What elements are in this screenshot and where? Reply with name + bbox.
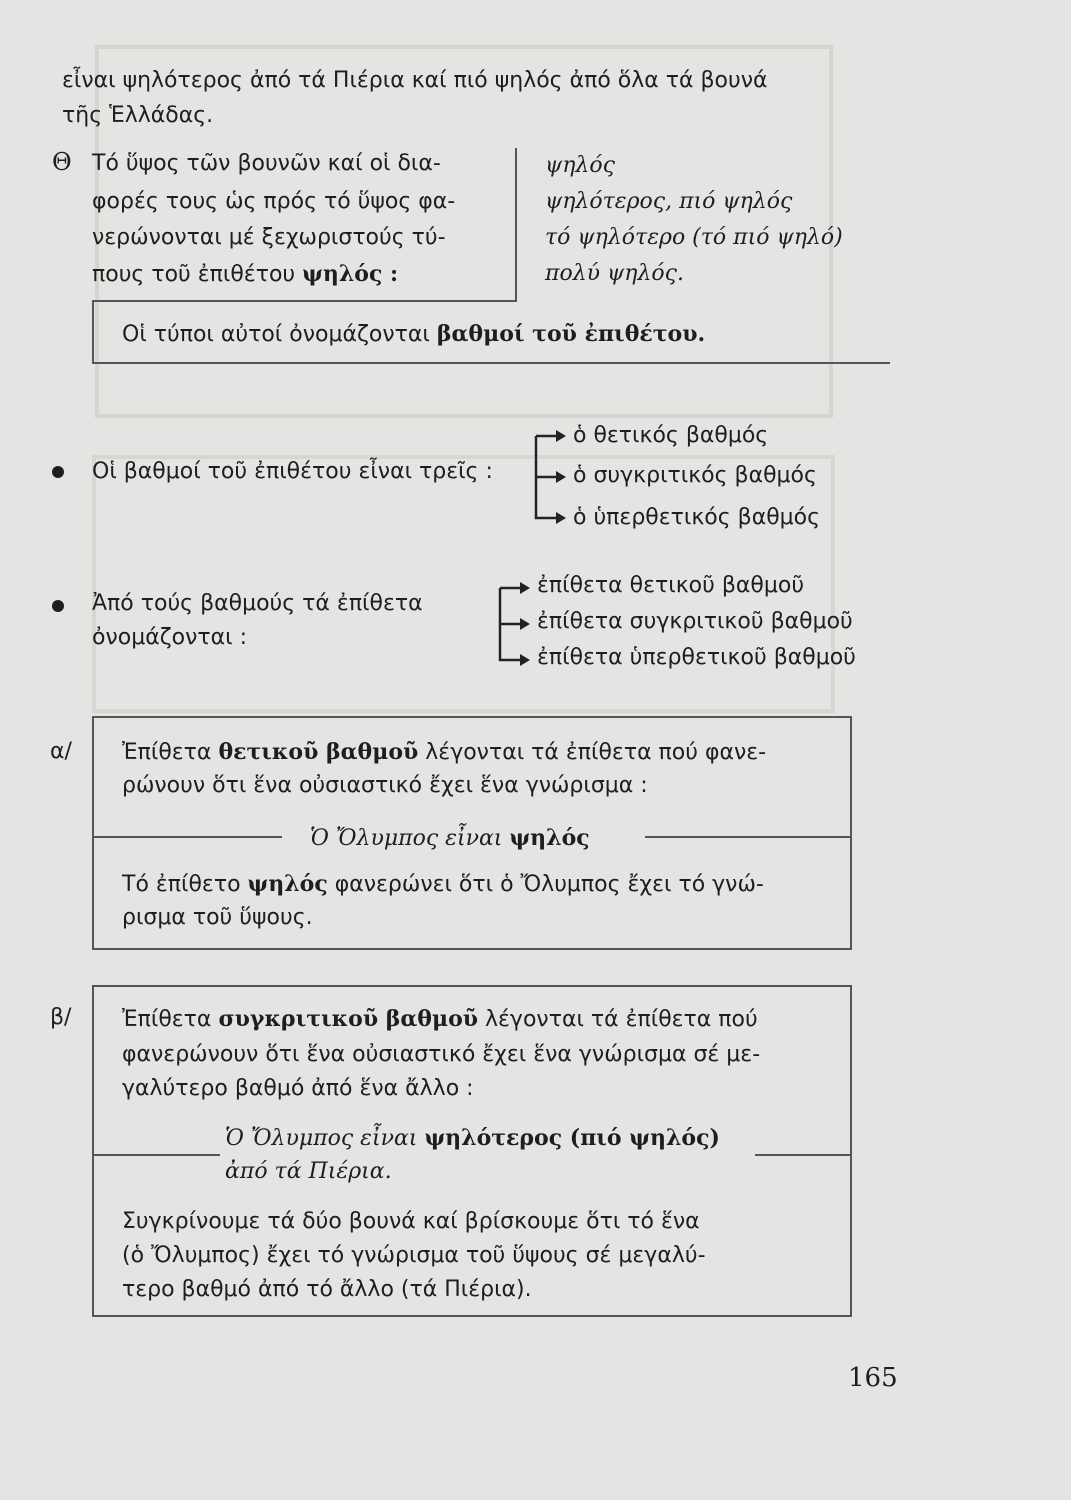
beta-example-bold: ψηλότερος (πιό ψηλός) [424, 1125, 720, 1151]
theta-line-1: Τό ὕψος τῶν βουνῶν καί οἱ δια- [92, 151, 441, 176]
theta-box-top [92, 300, 517, 302]
naming-positive: ἐπίθετα θετικοῦ βαθμοῦ [537, 573, 805, 598]
theta-summary [122, 318, 705, 351]
beta-l1-bold: συγκριτικοῦ βαθμοῦ [218, 1006, 479, 1032]
alpha-l1-bold: θετικοῦ βαθμοῦ [218, 739, 419, 765]
theta-word: ψηλός : [302, 261, 399, 287]
naming-bracket-icon [492, 576, 532, 676]
alpha-explain-1 [122, 868, 764, 901]
alpha-example-italic: Ὁ Ὄλυμπος εἶναι [310, 826, 503, 851]
degree-comparative: ὁ συγκριτικός βαθμός [573, 463, 817, 488]
beta-rule-right [755, 1154, 850, 1156]
alpha-example [310, 822, 590, 855]
alpha-e1-pre: Τό ἐπίθετο [122, 872, 241, 897]
beta-rule-left [92, 1154, 220, 1156]
beta-l1-post: λέγονται τά ἐπίθετα πού [485, 1007, 758, 1032]
beta-l1-pre: Ἐπίθετα [122, 1007, 212, 1032]
alpha-e1-bold: ψηλός [247, 871, 328, 897]
beta-example-2: ἀπό τά Πιέρια. [225, 1159, 392, 1184]
beta-example-italic: Ὁ Ὄλυμπος εἶναι [225, 1126, 418, 1151]
alpha-line-2: ρώνουν ὅτι ἕνα οὐσιαστικό ἔχει ἕνα γνώρισμα : [122, 773, 648, 798]
naming-label-2: ὀνομάζονται : [92, 625, 248, 650]
degree-positive: ὁ θετικός βαθμός [573, 423, 769, 448]
beta-line-2: φανερώνουν ὅτι ἕνα οὐσιαστικό ἔχει ἕνα γνώρισμα σέ με- [122, 1042, 761, 1067]
theta-symbol: Θ [52, 148, 72, 176]
summary-text: Οἱ τύποι αὐτοί ὀνομάζονται [122, 322, 430, 347]
beta-marker: β/ [50, 1005, 72, 1030]
alpha-line-1 [122, 736, 766, 769]
beta-explain-1: Συγκρίνουμε τά δύο βουνά καί βρίσκουμε ὅτι τό ἕνα [122, 1209, 700, 1234]
form-4: πολύ ψηλός. [545, 261, 684, 286]
summary-bold: βαθμοί τοῦ ἐπιθέτου. [436, 321, 706, 347]
alpha-l1-post: λέγονται τά ἐπίθετα πού φανε- [425, 740, 767, 765]
beta-explain-3: τερο βαθμό ἀπό τό ἄλλο (τά Πιέρια). [122, 1277, 532, 1302]
degrees-label: Οἱ βαθμοί τοῦ ἐπιθέτου εἶναι τρεῖς : [92, 459, 493, 484]
intro-line-1: εἶναι ψηλότερος ἀπό τά Πιέρια καί πιό ψηλός ἀπό ὅλα τά βουνά [62, 68, 768, 93]
alpha-rule-left [92, 836, 282, 838]
alpha-l1-pre: Ἐπίθετα [122, 740, 212, 765]
alpha-explain-2: ρισμα τοῦ ὕψους. [122, 905, 313, 930]
page-number: 165 [848, 1363, 898, 1393]
theta-box-bottom [92, 362, 890, 364]
theta-line-4-text: πους τοῦ ἐπιθέτου [92, 262, 296, 287]
beta-example [225, 1122, 720, 1155]
alpha-marker: α/ [50, 739, 72, 764]
naming-comparative: ἐπίθετα συγκριτικοῦ βαθμοῦ [537, 609, 853, 634]
form-2: ψηλότερος, πιό ψηλός [545, 189, 793, 214]
alpha-example-bold: ψηλός [509, 825, 590, 851]
form-3: τό ψηλότερο (τό πιό ψηλό) [545, 225, 843, 250]
beta-line-3: γαλύτερο βαθμό ἀπό ἕνα ἄλλο : [122, 1076, 474, 1101]
alpha-rule-right [645, 836, 850, 838]
degrees-bracket-icon [528, 422, 568, 532]
theta-line-3: νερώνονται μέ ξεχωριστούς τύ- [92, 225, 446, 250]
theta-box-left [92, 300, 94, 364]
alpha-e1-post: φανερώνει ὅτι ὁ Ὄλυμπος ἔχει τό γνώ- [334, 872, 764, 897]
intro-line-2: τῆς Ἑλλάδας. [62, 103, 214, 128]
theta-line-4 [92, 258, 398, 291]
theta-line-2: φορές τους ὡς πρός τό ὕψος φα- [92, 189, 456, 214]
beta-line-1 [122, 1003, 758, 1036]
bullet-icon [52, 466, 64, 478]
naming-label-1: Ἀπό τούς βαθμούς τά ἐπίθετα [92, 591, 423, 616]
form-1: ψηλός [545, 153, 615, 178]
bullet-icon [52, 600, 64, 612]
theta-divider [515, 148, 517, 302]
degree-superlative: ὁ ὑπερθετικός βαθμός [573, 505, 821, 530]
naming-superlative: ἐπίθετα ὑπερθετικοῦ βαθμοῦ [537, 645, 856, 670]
beta-explain-2: (ὁ Ὄλυμπος) ἔχει τό γνώρισμα τοῦ ὕψους σέ μεγαλύ- [122, 1243, 706, 1268]
